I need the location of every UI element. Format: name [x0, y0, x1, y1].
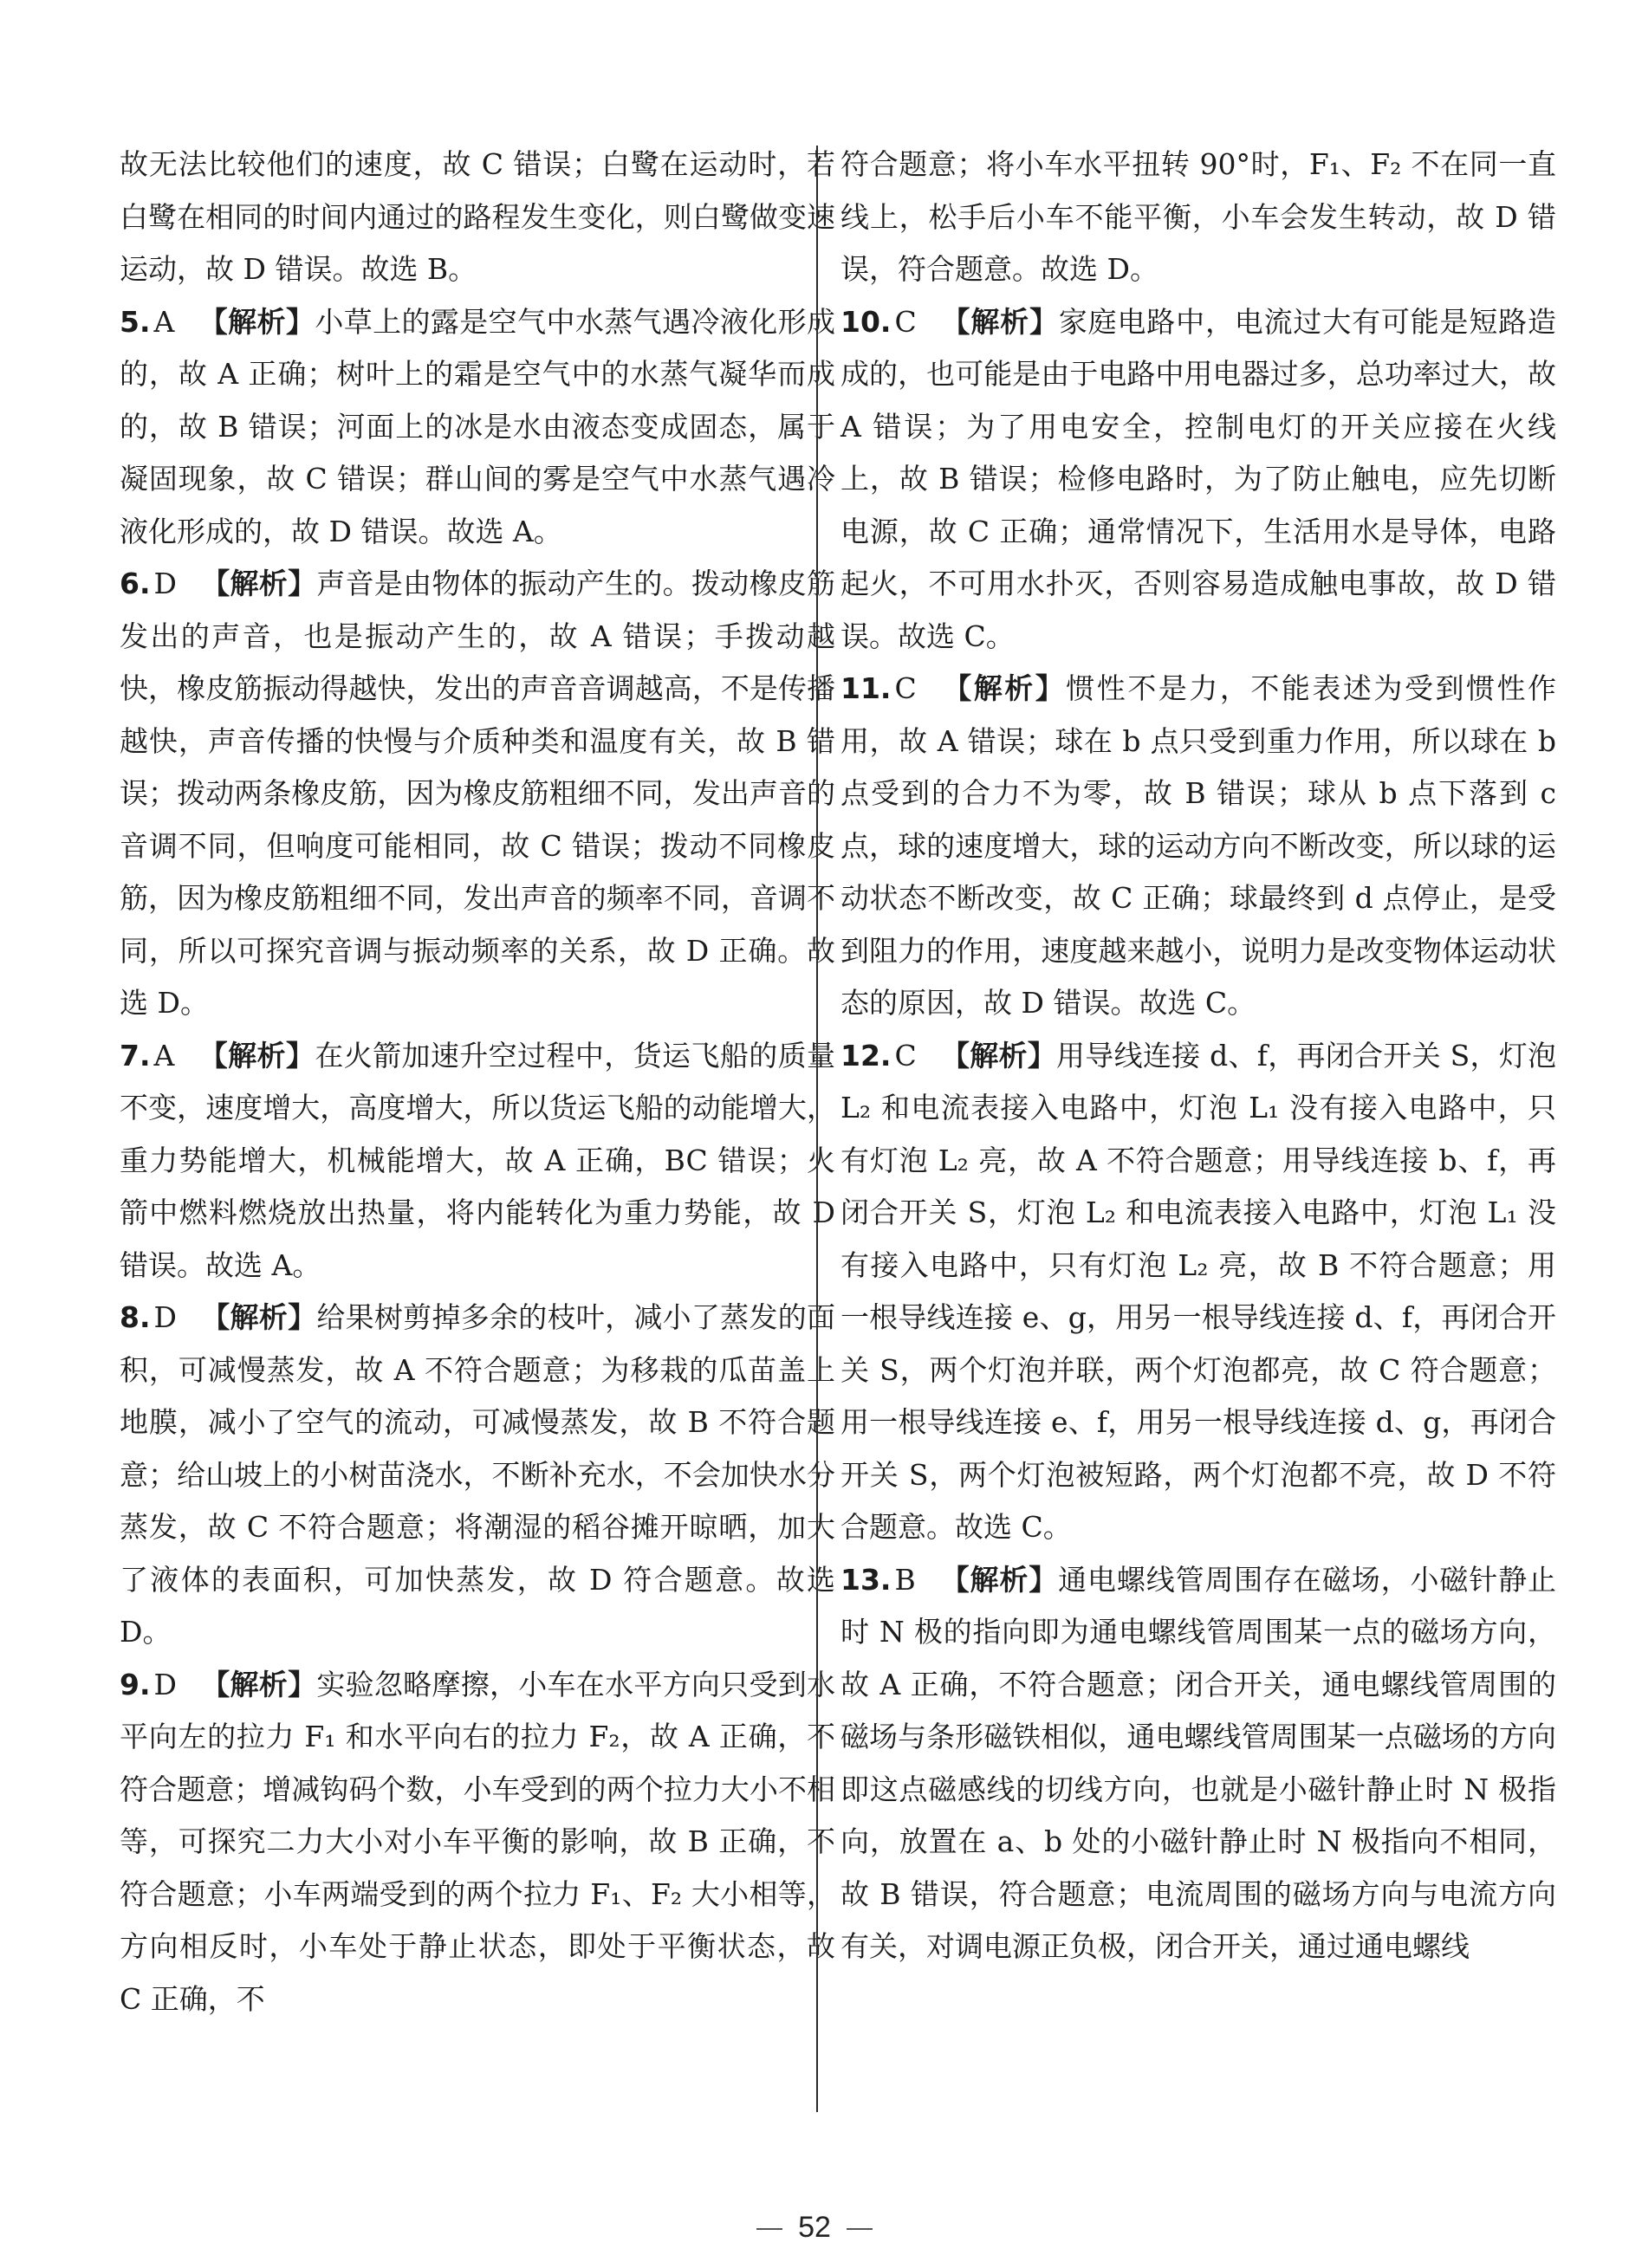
item-text: 声音是由物体的振动产生的。拨动橡皮筋发出的声音，也是振动产生的，故 A 错误；手拨动越快，橡皮筋振动得越快，发出的声音音调越高，不是传播越快，声音传播的快慢与介质种类和温度有关，故 B 错误；拨动两条橡皮筋，因为橡皮筋粗细不同，发出声音的音调不同，但响度可能相同，故 C 错误；拨动不同橡皮筋，因为橡皮筋粗细不同，发出声音的频率不同，音调不同，所以可探究音调与振动频率的关系，故 D 正确。故选 D。 — [120, 567, 836, 1020]
analysis-tag: 【解析】 — [940, 1038, 1057, 1072]
item-text: 通电螺线管周围存在磁场，小磁针静止时 N 极的指向即为通电螺线管周围某一点的磁场方向，故 A 正确，不符合题意；闭合开关，通电螺线管周围的磁场与条形磁铁相似，通电螺线管周围某一点磁场的方向即这点磁感线的切线方向，也就是小磁针静止时 N 极指向，放置在 a、b 处的小磁针静止时 N 极指向不相同，故 B 错误，符合题意；电流周围的磁场方向与电流方向有关，对调电源正负极，闭合开关，通过通电螺线 — [840, 1562, 1557, 1963]
analysis-tag: 【解析】 — [939, 1562, 1059, 1597]
item-text: 在火箭加速升空过程中，货运飞船的质量不变，速度增大，高度增大，所以货运飞船的动能增大，重力势能增大，机械能增大，故 A 正确，BC 错误；火箭中燃料燃烧放出热量，将内能转化为重力势能，故 D 错误。故选 A。 — [120, 1038, 836, 1282]
question-number: 12. — [840, 1038, 892, 1072]
analysis-tag: 【解析】 — [200, 567, 317, 600]
left-item-2 — [120, 558, 835, 1030]
left-item-5 — [120, 1659, 835, 2026]
analysis-tag: 【解析】 — [200, 1300, 317, 1334]
question-number: 13. — [840, 1562, 892, 1597]
item-text: 家庭电路中，电流过大有可能是短路造成的，也可能是由于电路中用电器过多，总功率过大，故 A 错误；为了用电安全，控制电灯的开关应接在火线上，故 B 错误；检修电路时，为了防止触电，应先切断电源，故 C 正确；通常情况下，生活用水是导体，电路起火，不可用水扑灭，否则容易造成触电事故，故 D 错误。故选 C。 — [840, 304, 1557, 653]
left-column — [120, 139, 835, 2025]
question-number: 7. — [120, 1038, 151, 1072]
answer-letter: C — [894, 1038, 917, 1072]
analysis-tag: 【解析】 — [940, 304, 1059, 339]
answer-letter: A — [153, 1038, 175, 1072]
page-number: 52 — [798, 2211, 831, 2244]
item-text: 用导线连接 d、f，再闭合开关 S，灯泡 L₂ 和电流表接入电路中，灯泡 L₁ 没有接入电路中，只有灯泡 L₂ 亮，故 A 不符合题意；用导线连接 b、f，再闭合开关 S，灯泡 L₂ 和电流表接入电路中，灯泡 L₁ 没有接入电路中，只有灯泡 L₂ 亮，故 B 不符合题意；用一根导线连接 e、g，用另一根导线连接 d、f，再闭合开关 S，两个灯泡并联，两个灯泡都亮，故 C 符合题意；用一根导线连接 e、f，用另一根导线连接 d、g，再闭合开关 S，两个灯泡被短路，两个灯泡都不亮，故 D 不符合题意。故选 C。 — [840, 1038, 1556, 1544]
item-text: 惯性不是力，不能表述为受到惯性作用，故 A 错误；球在 b 点只受到重力作用，所以球在 b 点受到的合力不为零，故 B 错误；球从 b 点下落到 c 点，球的速度增大，球的运动方向不断改变，所以球的运动状态不断改变，故 C 正确；球最终到 d 点停止，是受到阻力的作用，速度越来越小，说明力是改变物体运动状态的原因，故 D 错误。故选 C。 — [840, 671, 1557, 1020]
answer-letter: D — [153, 567, 177, 600]
analysis-tag: 【解析】 — [198, 304, 315, 339]
answer-letter: A — [153, 304, 175, 339]
left-item-1 — [120, 296, 835, 559]
analysis-tag: 【解析】 — [200, 1667, 317, 1701]
right-item-0 — [840, 139, 1556, 296]
answer-letter: B — [894, 1562, 916, 1597]
right-item-4 — [840, 1554, 1556, 1973]
page-footer — [0, 2211, 1629, 2245]
footer-dash-left — [756, 2228, 782, 2230]
column-divider — [816, 146, 818, 2112]
question-number: 10. — [840, 304, 892, 339]
answer-letter: D — [153, 1667, 177, 1701]
item-text: 小草上的露是空气中水蒸气遇冷液化形成的，故 A 正确；树叶上的霜是空气中的水蒸气凝华而成的，故 B 错误；河面上的冰是水由液态变成固态，属于凝固现象，故 C 错误；群山间的雾是空气中水蒸气遇冷液化形成的，故 D 错误。故选 A。 — [120, 304, 836, 548]
question-number: 6. — [120, 567, 151, 600]
left-item-4 — [120, 1292, 835, 1659]
answer-letter: D — [153, 1300, 177, 1334]
right-item-3 — [840, 1030, 1556, 1554]
question-number: 5. — [120, 304, 151, 339]
item-text: 符合题意；将小车水平扭转 90°时，F₁、F₂ 不在同一直线上，松手后小车不能平衡，小车会发生转动，故 D 错误，符合题意。故选 D。 — [840, 147, 1556, 286]
right-item-1 — [840, 296, 1556, 664]
footer-dash-right — [847, 2228, 873, 2230]
question-number: 9. — [120, 1667, 151, 1701]
question-number: 11. — [840, 671, 892, 705]
answer-letter: C — [894, 304, 917, 339]
item-text: 实验忽略摩擦，小车在水平方向只受到水平向左的拉力 F₁ 和水平向右的拉力 F₂，故 A 正确，不符合题意；增减钩码个数，小车受到的两个拉力大小不相等，可探究二力大小对小车平衡的影响，故 B 正确，不符合题意；小车两端受到的两个拉力 F₁、F₂ 大小相等，方向相反时，小车处于静止状态，即处于平衡状态，故 C 正确，不 — [120, 1667, 836, 2016]
analysis-tag: 【解析】 — [940, 671, 1067, 705]
item-text: 给果树剪掉多余的枝叶，减小了蒸发的面积，可减慢蒸发，故 A 不符合题意；为移栽的瓜苗盖上地膜，减小了空气的流动，可减慢蒸发，故 B 不符合题意；给山坡上的小树苗浇水，不断补充水，不会加快水分蒸发，故 C 不符合题意；将潮湿的稻谷摊开晾晒，加大了液体的表面积，可加快蒸发，故 D 符合题意。故选 D。 — [120, 1300, 836, 1649]
right-column — [840, 139, 1556, 1973]
left-item-3 — [120, 1030, 835, 1293]
right-item-2 — [840, 663, 1556, 1030]
answer-letter: C — [894, 671, 917, 705]
item-text: 故无法比较他们的速度，故 C 错误；白鹭在运动时，若白鹭在相同的时间内通过的路程发生变化，则白鹭做变速运动，故 D 错误。故选 B。 — [120, 147, 835, 286]
question-number: 8. — [120, 1300, 151, 1334]
analysis-tag: 【解析】 — [198, 1038, 315, 1072]
left-item-0 — [120, 139, 835, 296]
